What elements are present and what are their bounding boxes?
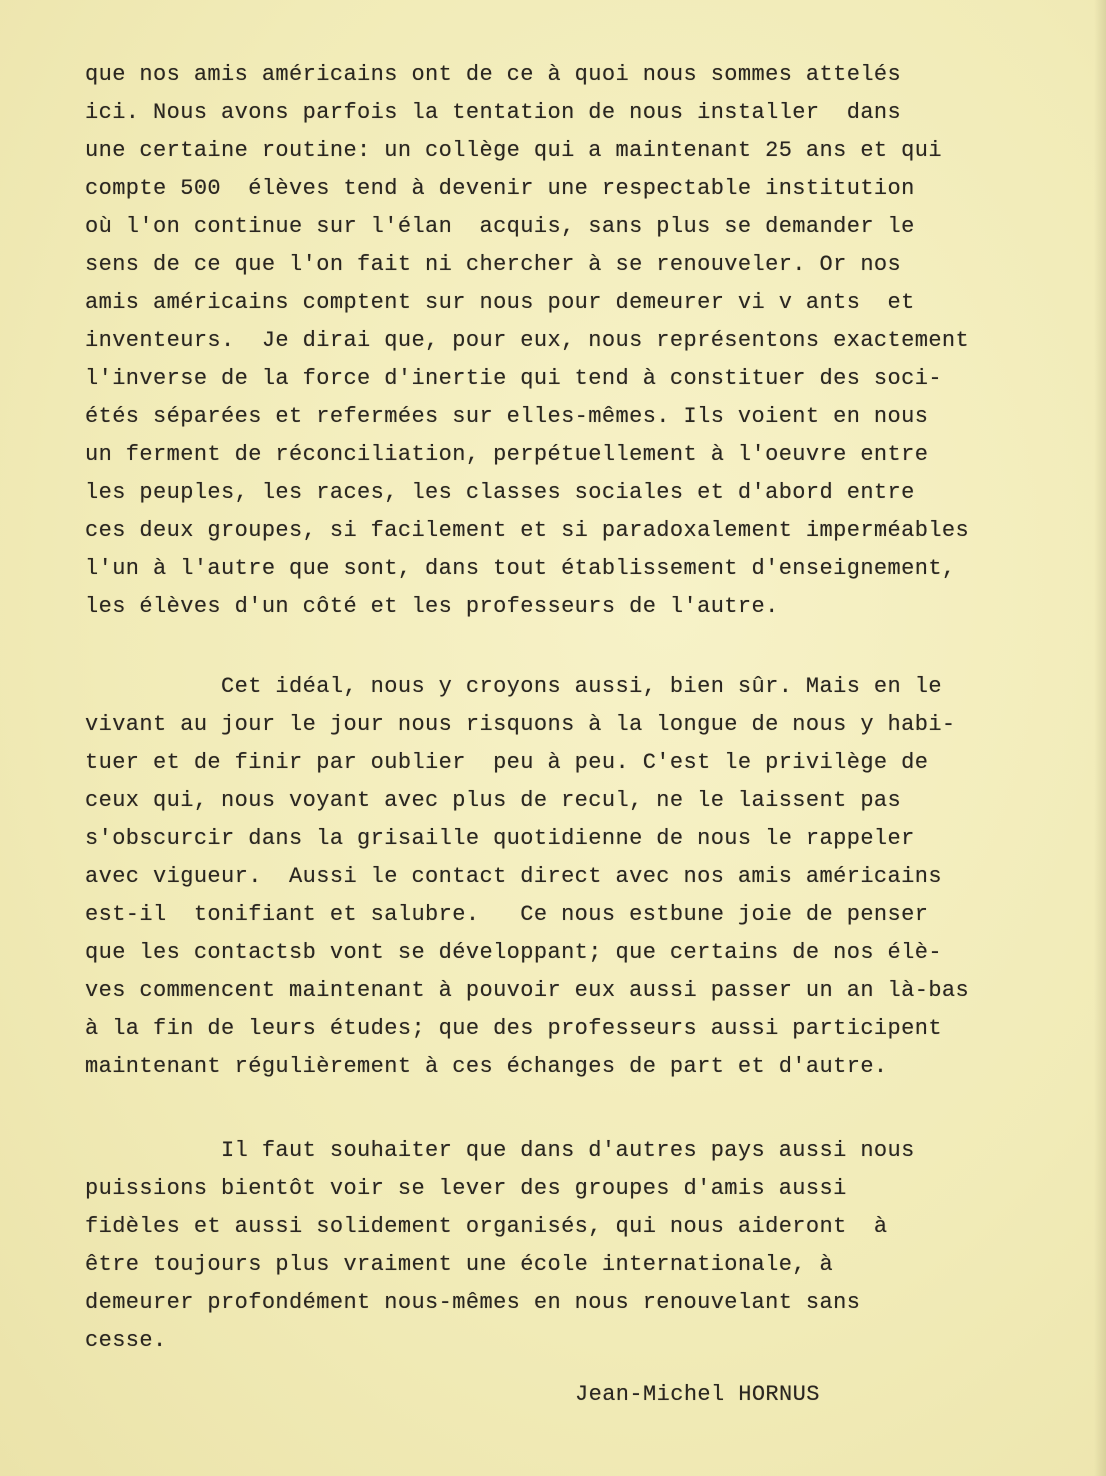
text-line: sens de ce que l'on fait ni chercher à se renouveler. Or nos bbox=[85, 252, 902, 277]
text-line: ici. Nous avons parfois la tentation de nous installer dans bbox=[85, 100, 902, 125]
text-line: maintenant régulièrement à ces échanges de part et d'autre. bbox=[85, 1054, 888, 1079]
text-line: amis américains comptent sur nous pour demeurer vi v ants et bbox=[85, 290, 915, 315]
text-line: fidèles et aussi solidement organisés, qui nous aideront à bbox=[85, 1214, 888, 1239]
text-line: à la fin de leurs études; que des professeurs aussi participent bbox=[85, 1016, 942, 1041]
text-line: tuer et de finir par oublier peu à peu. C'est le privilège de bbox=[85, 750, 929, 775]
text-line: étés séparées et refermées sur elles-mêmes. Ils voient en nous bbox=[85, 404, 929, 429]
text-line: s'obscurcir dans la grisaille quotidienne de nous le rappeler bbox=[85, 826, 915, 851]
text-line: que nos amis américains ont de ce à quoi nous sommes attelés bbox=[85, 62, 902, 87]
paper-edge-shadow bbox=[1094, 0, 1106, 1476]
text-line: Il faut souhaiter que dans d'autres pays aussi nous bbox=[85, 1138, 915, 1163]
text-line: l'un à l'autre que sont, dans tout établissement d'enseignement, bbox=[85, 556, 956, 581]
text-line: où l'on continue sur l'élan acquis, sans plus se demander le bbox=[85, 214, 915, 239]
bleed-through-mark bbox=[660, 14, 920, 54]
text-line: ves commencent maintenant à pouvoir eux aussi passer un an là-bas bbox=[85, 978, 970, 1003]
text-line: compte 500 élèves tend à devenir une respectable institution bbox=[85, 176, 915, 201]
text-line: avec vigueur. Aussi le contact direct avec nos amis américains bbox=[85, 864, 942, 889]
text-line: être toujours plus vraiment une école internationale, à bbox=[85, 1252, 834, 1277]
text-line: ceux qui, nous voyant avec plus de recul, ne le laissent pas bbox=[85, 788, 902, 813]
text-line: demeurer profondément nous-mêmes en nous renouvelant sans bbox=[85, 1290, 861, 1315]
text-line: les peuples, les races, les classes sociales et d'abord entre bbox=[85, 480, 915, 505]
text-line: inventeurs. Je dirai que, pour eux, nous représentons exactement bbox=[85, 328, 970, 353]
signature: Jean-Michel HORNUS bbox=[575, 1382, 820, 1407]
text-line: un ferment de réconciliation, perpétuellement à l'oeuvre entre bbox=[85, 442, 929, 467]
text-line: que les contactsb vont se développant; que certains de nos élè- bbox=[85, 940, 942, 965]
text-line: vivant au jour le jour nous risquons à la longue de nous y habi- bbox=[85, 712, 956, 737]
text-line: puissions bientôt voir se lever des groupes d'amis aussi bbox=[85, 1176, 847, 1201]
text-line: ces deux groupes, si facilement et si paradoxalement imperméables bbox=[85, 518, 970, 543]
text-line: les élèves d'un côté et les professeurs de l'autre. bbox=[85, 594, 779, 619]
text-line: cesse. bbox=[85, 1328, 167, 1353]
text-line: une certaine routine: un collège qui a maintenant 25 ans et qui bbox=[85, 138, 942, 163]
text-line: est-il tonifiant et salubre. Ce nous estbune joie de penser bbox=[85, 902, 929, 927]
text-line: l'inverse de la force d'inertie qui tend à constituer des soci- bbox=[85, 366, 942, 391]
text-line: Cet idéal, nous y croyons aussi, bien sûr. Mais en le bbox=[85, 674, 942, 699]
